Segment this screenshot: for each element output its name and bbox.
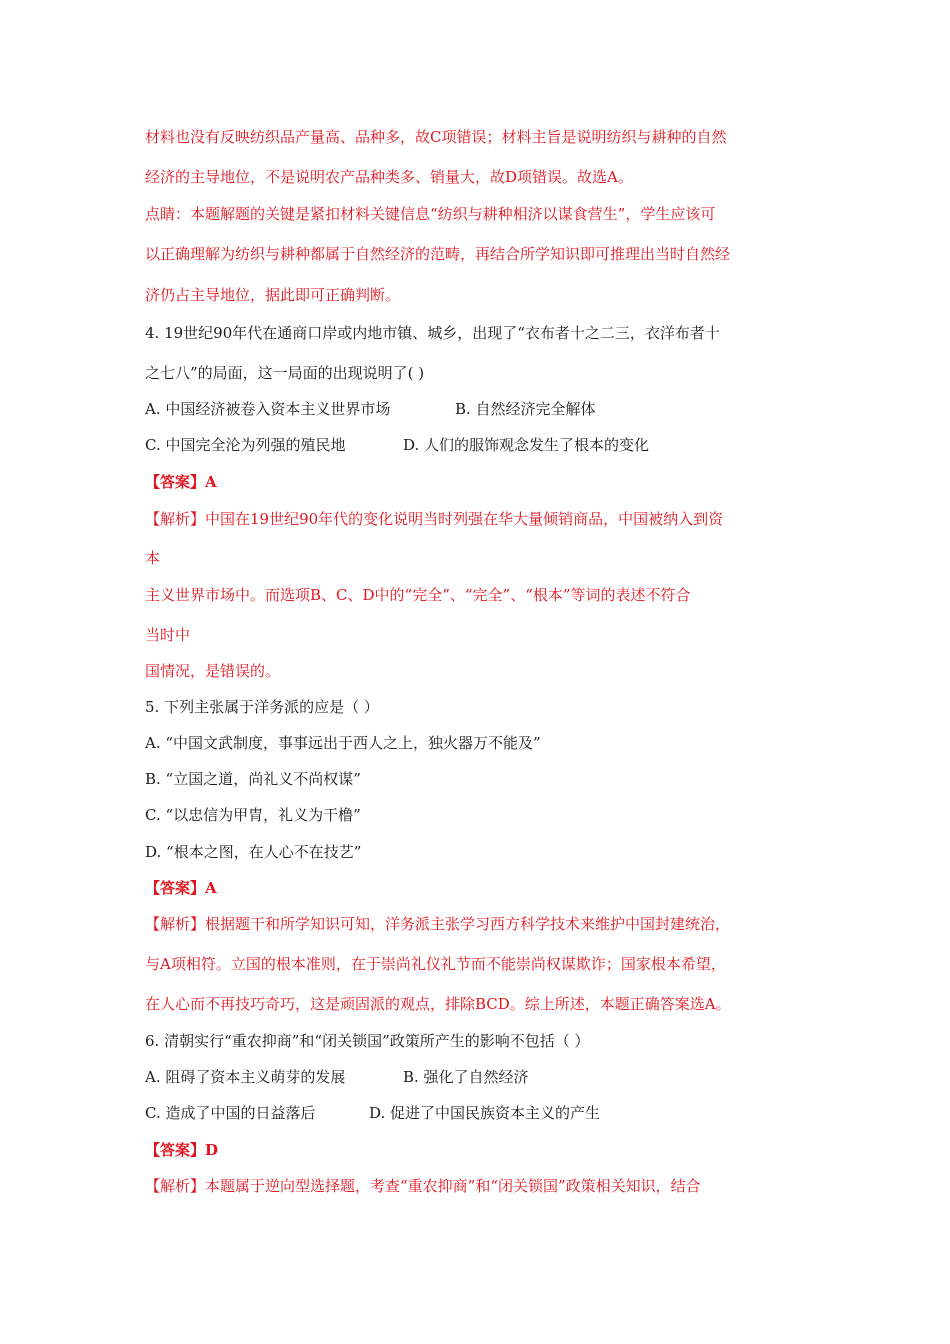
q4-answer: 【答案】A bbox=[145, 473, 217, 491]
q5-explanation: 【解析】根据题干和所学知识可知，洋务派主张学习西方科学技术来维护中国封建统治， bbox=[145, 915, 731, 933]
q5-explanation: 与A项相符。立国的根本准则，在于崇尚礼仪礼节而不能崇尚权谋欺诈；国家根本希望， bbox=[145, 955, 726, 973]
q4-explanation: 当时中 bbox=[145, 626, 191, 644]
q6-option-d: D. 促进了中国民族资本主义的产生 bbox=[369, 1104, 601, 1122]
q4-stem: 之七八”的局面，这一局面的出现说明了( ) bbox=[145, 364, 425, 382]
q6-option-a: A. 阻碍了资本主义萌芽的发展 bbox=[145, 1068, 346, 1086]
q5-option-d: D. “根本之图，在人心不在技艺” bbox=[145, 843, 362, 861]
q4-explanation: 国情况，是错误的。 bbox=[145, 662, 281, 680]
q4-option-a: A. 中国经济被卷入资本主义世界市场 bbox=[145, 400, 391, 418]
q4-explanation: 本 bbox=[145, 549, 161, 567]
q5-option-a: A. “中国文武制度，事事远出于西人之上，独火器万不能及” bbox=[145, 734, 541, 752]
q4-option-b: B. 自然经济完全解体 bbox=[455, 400, 596, 418]
q6-explanation: 【解析】本题属于逆向型选择题，考查“重农抑商”和“闭关锁国”政策相关知识，结合 bbox=[145, 1177, 701, 1195]
paragraph-line: 济仍占主导地位，据此即可正确判断。 bbox=[145, 286, 401, 304]
paragraph-line: 经济的主导地位，不是说明农产品种类多、销量大，故D项错误。故选A。 bbox=[145, 168, 633, 186]
q5-option-b: B. “立国之道，尚礼义不尚权谋” bbox=[145, 770, 361, 788]
paragraph-line: 点睛：本题解题的关键是紧扣材料关键信息“纺织与耕种相济以谋食营生”，学生应该可 bbox=[145, 205, 716, 223]
q4-options-row bbox=[145, 434, 650, 456]
q4-options-row bbox=[145, 398, 596, 420]
q4-stem: 4. 19世纪90年代在通商口岸或内地市镇、城乡，出现了“衣布者十之二三，衣洋布者十 bbox=[145, 324, 720, 342]
q5-stem: 5. 下列主张属于洋务派的应是（ ） bbox=[145, 698, 379, 716]
paragraph-line: 以正确理解为纺织与耕种都属于自然经济的范畴，再结合所学知识即可推理出当时自然经 bbox=[145, 245, 731, 263]
q6-options-row bbox=[145, 1066, 529, 1088]
q4-explanation: 【解析】中国在19世纪90年代的变化说明当时列强在华大量倾销商品，中国被纳入到资 bbox=[145, 510, 724, 528]
q4-explanation: 主义世界市场中。而选项B、C、D中的“完全”、“完全”、“根本”等词的表述不符合 bbox=[145, 586, 691, 604]
q5-explanation: 在人心而不再技巧奇巧，这是顽固派的观点，排除BCD。综上所述，本题正确答案选A。 bbox=[145, 995, 731, 1013]
q4-option-c: C. 中国完全沦为列强的殖民地 bbox=[145, 436, 346, 454]
q6-options-row bbox=[145, 1102, 601, 1124]
q4-option-d: D. 人们的服饰观念发生了根本的变化 bbox=[403, 436, 650, 454]
q6-stem: 6. 清朝实行“重农抑商”和“闭关锁国”政策所产生的影响不包括（ ） bbox=[145, 1032, 590, 1050]
q6-answer: 【答案】D bbox=[145, 1141, 219, 1159]
q5-answer: 【答案】A bbox=[145, 879, 217, 897]
q5-option-c: C. “以忠信为甲胄，礼义为干橹” bbox=[145, 806, 361, 824]
q6-option-c: C. 造成了中国的日益落后 bbox=[145, 1104, 316, 1122]
paragraph-line: 材料也没有反映纺织品产量高、品种多，故C项错误；材料主旨是说明纺织与耕种的自然 bbox=[145, 128, 727, 146]
q6-option-b: B. 强化了自然经济 bbox=[403, 1068, 529, 1086]
